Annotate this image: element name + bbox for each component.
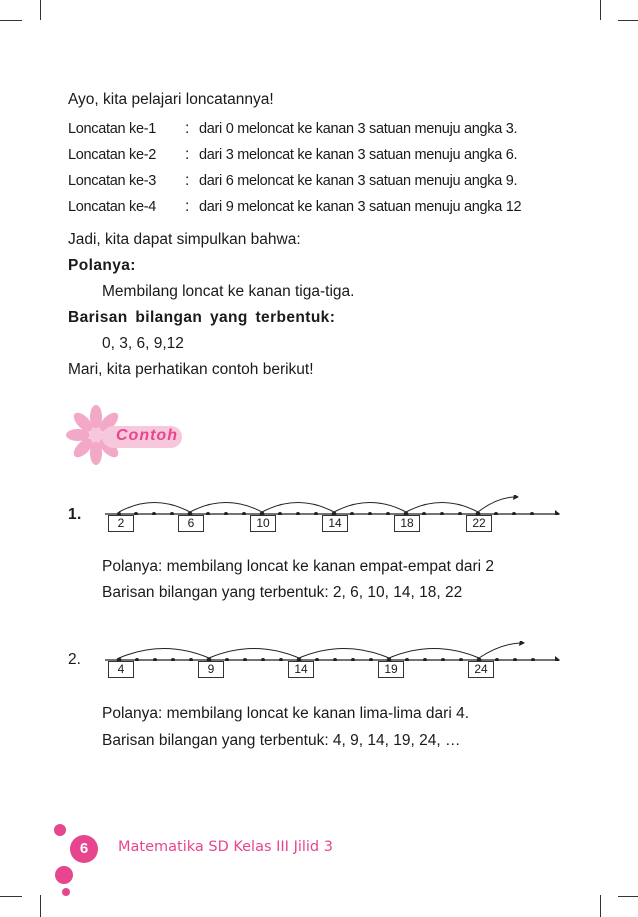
number-label: 6 <box>178 515 204 532</box>
crop-mark <box>600 895 601 917</box>
example-number: 2. <box>68 651 81 668</box>
jump-label: Loncatan ke-3 <box>68 173 156 189</box>
crop-mark <box>0 896 22 897</box>
intro-text: Ayo, kita pelajari loncatannya! <box>68 91 274 108</box>
jump-desc: dari 9 meloncat ke kanan 3 satuan menuju angka 12 <box>199 199 522 215</box>
number-label: 18 <box>394 515 420 532</box>
sequence-heading: Barisan bilangan yang terbentuk: <box>68 309 336 326</box>
crop-mark <box>40 0 41 20</box>
example-number: 1. <box>68 506 82 523</box>
number-label: 14 <box>288 661 314 678</box>
jump-desc: dari 6 meloncat ke kanan 3 satuan menuju angka 9. <box>199 173 518 189</box>
jump-desc: dari 3 meloncat ke kanan 3 satuan menuju angka 6. <box>199 147 518 163</box>
number-label: 22 <box>466 515 492 532</box>
example-sequence: Barisan bilangan yang terbentuk: 4, 9, 14, 19, 24, … <box>102 732 461 749</box>
example-intro: Mari, kita perhatikan contoh berikut! <box>68 361 314 378</box>
number-label: 14 <box>322 515 348 532</box>
example-pattern: Polanya: membilang loncat ke kanan empat-empat dari 2 <box>102 558 495 575</box>
crop-mark <box>600 0 601 20</box>
jump-colon: : <box>185 120 190 137</box>
jump-colon: : <box>185 172 190 189</box>
example-sequence: Barisan bilangan yang terbentuk: 2, 6, 10, 14, 18, 22 <box>102 584 463 601</box>
crop-mark <box>618 896 638 897</box>
contoh-badge <box>66 405 186 465</box>
page-number: 6 <box>70 835 98 863</box>
number-label: 4 <box>108 661 134 678</box>
number-label: 2 <box>108 515 134 532</box>
jump-colon: : <box>185 198 190 215</box>
number-label: 9 <box>198 661 224 678</box>
number-line <box>100 495 560 545</box>
number-label: 19 <box>378 661 404 678</box>
conclusion-text: Jadi, kita dapat simpulkan bahwa: <box>68 231 301 248</box>
dots-decoration <box>40 820 80 900</box>
jump-label: Loncatan ke-2 <box>68 147 156 163</box>
pattern-heading: Polanya: <box>68 257 136 274</box>
number-label: 24 <box>468 661 494 678</box>
crop-mark <box>0 20 22 21</box>
jump-colon: : <box>185 146 190 163</box>
book-title: Matematika SD Kelas III Jilid 3 <box>118 839 333 855</box>
number-label: 10 <box>250 515 276 532</box>
example-pattern: Polanya: membilang loncat ke kanan lima-lima dari 4. <box>102 705 470 722</box>
number-line <box>100 641 560 691</box>
contoh-label: Contoh <box>116 427 178 444</box>
pattern-text: Membilang loncat ke kanan tiga-tiga. <box>102 283 355 300</box>
jump-label: Loncatan ke-1 <box>68 121 156 137</box>
jump-label: Loncatan ke-4 <box>68 199 156 215</box>
crop-mark <box>618 20 638 21</box>
sequence-text: 0, 3, 6, 9,12 <box>102 335 184 352</box>
jump-desc: dari 0 meloncat ke kanan 3 satuan menuju angka 3. <box>199 121 518 137</box>
